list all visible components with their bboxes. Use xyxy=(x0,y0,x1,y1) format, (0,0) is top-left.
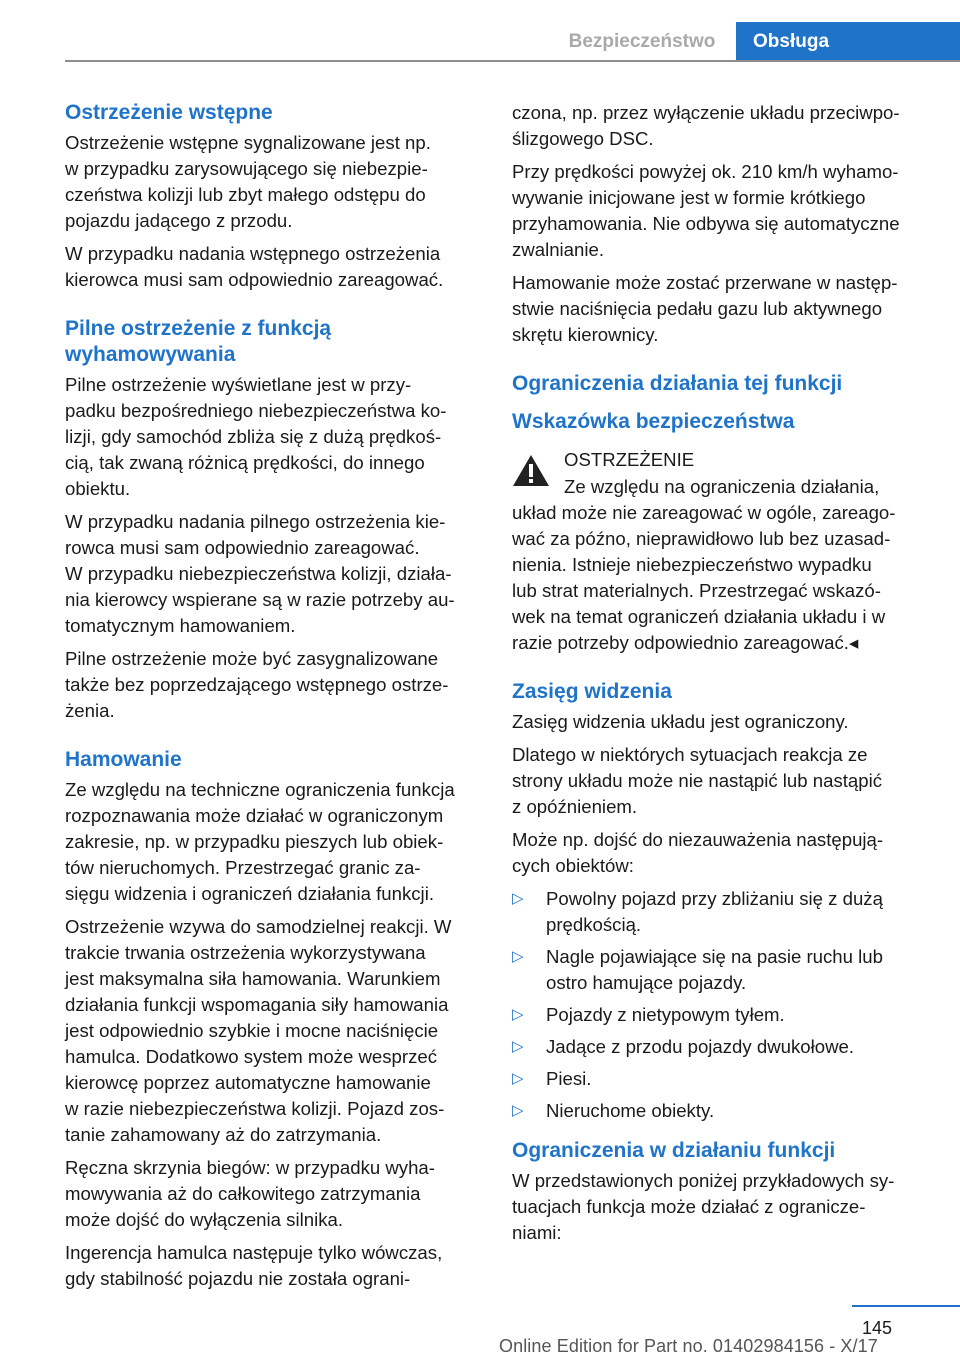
spacer xyxy=(512,1130,930,1138)
list-item-text: Powolny pojazd przy zbliżaniu się z dużą prędkością. xyxy=(546,888,883,935)
right-column xyxy=(512,100,930,1253)
paragraph: Może np. dojść do niezauważenia następują- cych obiektów: xyxy=(512,829,884,876)
heading-visibility-range: Zasięg widzenia xyxy=(512,680,672,703)
spacer xyxy=(512,401,930,409)
heading-urgent-warning: Pilne ostrzeżenie z funkcją wyhamowywania xyxy=(65,317,332,366)
list-item-text: Nieruchome obiekty. xyxy=(546,1100,715,1121)
spacer xyxy=(65,300,483,316)
list-item-text: Nagle pojawiające się na pasie ruchu lub ostro hamujące pojazdy. xyxy=(546,946,883,993)
paragraph: Przy prędkości powyżej ok. 210 km/h wyhamo- wywanie inicjowane jest w formie krótkiego przyhamowania. Nie odbywa się automatyczne zwalnianie. xyxy=(512,161,900,260)
paragraph: W przypadku nadania wstępnego ostrzeżenia kierowca musi sam odpowiednio zareagować. xyxy=(65,243,444,290)
spacer xyxy=(512,355,930,371)
list-item xyxy=(512,1002,930,1028)
bullet-icon: ▷ xyxy=(512,948,524,965)
heading-function-limits: Ograniczenia działania tej funkcji xyxy=(512,372,843,395)
spacer xyxy=(512,663,930,679)
spacer xyxy=(65,731,483,747)
bullet-icon: ▷ xyxy=(512,1006,524,1023)
list-item-text: Pojazdy z nietypowym tyłem. xyxy=(546,1004,785,1025)
list-item-text: Piesi. xyxy=(546,1068,592,1089)
left-column xyxy=(65,100,483,1299)
warning-title: OSTRZEŻENIE xyxy=(564,449,695,470)
list-item xyxy=(512,1034,930,1060)
heading-braking: Hamowanie xyxy=(65,748,182,771)
paragraph: W przedstawionych poniżej przykładowych sy- tuacjach funkcja może działać z ogranicze- niami: xyxy=(512,1170,895,1243)
heading-function-restrictions: Ograniczenia w działaniu funkcji xyxy=(512,1139,836,1162)
paragraph: Ostrzeżenie wstępne sygnalizowane jest np. w przypadku zarysowującego się niebezpie- czeństwa kolizji lub zbyt małego odstępu do pojazdu jadącego z przodu. xyxy=(65,132,431,231)
warning-body: Ze względu na ograniczenia działania, układ może nie zareagować w ogóle, zareago- wać za późno, nieprawidłowo lub bez uzasad- nienia. Istnieje niebezpieczeństwo wypadku lub strat materialnych. Przestrzegać wskazó- wek na temat ograniczeń działania układu i w razie potrzeby odpowiednio zareagować.◂ xyxy=(512,476,896,653)
spacer xyxy=(512,439,930,447)
paragraph: Ręczna skrzynia biegów: w przypadku wyha- mowywania aż do całkowitego zatrzymania może dojść do wyłączenia silnika. xyxy=(65,1157,435,1230)
header-rule xyxy=(65,60,960,62)
paragraph: Ostrzeżenie wzywa do samodzielnej reakcji. W trakcie trwania ostrzeżenia wykorzystywana jest maksymalna siła hamowania. Warunkiem działania funkcji wspomagania siły hamowania jest odpowiednio szybkie i mocne naciśnięcie hamulca. Dodatkowo system może wesprzeć kierowcę poprzez automatyczne hamowanie w razie niebezpieczeństwa kolizji. Pojazd zos- tanie zahamowany aż do zatrzymania. xyxy=(65,916,452,1145)
paragraph: Zasięg widzenia układu jest ograniczony. xyxy=(512,711,849,732)
bullet-icon: ▷ xyxy=(512,1070,524,1087)
paragraph: W przypadku nadania pilnego ostrzeżenia kie- rowca musi sam odpowiednio zareagować. W przypadku niebezpieczeństwa kolizji, działa- nia kierowcy wspierane są w razie potrzeby au- tomatycznym hamowaniem. xyxy=(65,511,455,636)
list-item-text: Jadące z przodu pojazdy dwukołowe. xyxy=(546,1036,855,1057)
paragraph: Pilne ostrzeżenie może być zasygnalizowane także bez poprzedzającego wstępnego ostrze- żenia. xyxy=(65,648,449,721)
page-number: 145 xyxy=(862,1318,893,1338)
paragraph: Pilne ostrzeżenie wyświetlane jest w przy- padku bezpośredniego niebezpieczeństwa ko- lizji, gdy samochód zbliża się z dużą prędkoś- cią, tak zwaną różnicą prędkości, do innego obiektu. xyxy=(65,374,447,499)
paragraph: Dlatego w niektórych sytuacjach reakcja ze strony układu może nie nastąpić lub nastąpić z opóźnieniem. xyxy=(512,744,883,817)
list-item xyxy=(512,886,930,938)
warning-block xyxy=(512,447,930,656)
list-item xyxy=(512,1066,930,1092)
bullet-icon: ▷ xyxy=(512,890,524,907)
paragraph: czona, np. przez wyłączenie układu przeciwpo- ślizgowego DSC. xyxy=(512,102,900,149)
footer-rule xyxy=(852,1305,960,1307)
object-list xyxy=(512,886,930,1124)
footer-edition: Online Edition for Part no. 01402984156 - X/17 xyxy=(499,1336,878,1356)
paragraph: Ingerencja hamulca następuje tylko wówczas, gdy stabilność pojazdu nie została ograni- xyxy=(65,1242,443,1289)
heading-pre-warning: Ostrzeżenie wstępne xyxy=(65,101,273,124)
paragraph: Hamowanie może zostać przerwane w następ- stwie naciśnięcia pedału gazu lub aktywnego skrętu kierownicy. xyxy=(512,272,898,345)
list-item xyxy=(512,1098,930,1124)
warning-triangle-icon xyxy=(512,453,550,487)
bullet-icon: ▷ xyxy=(512,1038,524,1055)
paragraph: Ze względu na techniczne ograniczenia funkcja rozpoznawania może działać w ograniczonym zakresie, np. w przypadku pieszych lub obiek- tów nieruchomych. Przestrzegać granic za- sięgu widzenia i ograniczeń działania funkcji. xyxy=(65,779,455,904)
heading-safety-note: Wskazówka bezpieczeństwa xyxy=(512,410,795,433)
list-item xyxy=(512,944,930,996)
bullet-icon: ▷ xyxy=(512,1102,524,1119)
header-section-label: Bezpieczeństwo xyxy=(568,31,716,52)
header-chapter-tab: Obsługa xyxy=(736,22,960,62)
